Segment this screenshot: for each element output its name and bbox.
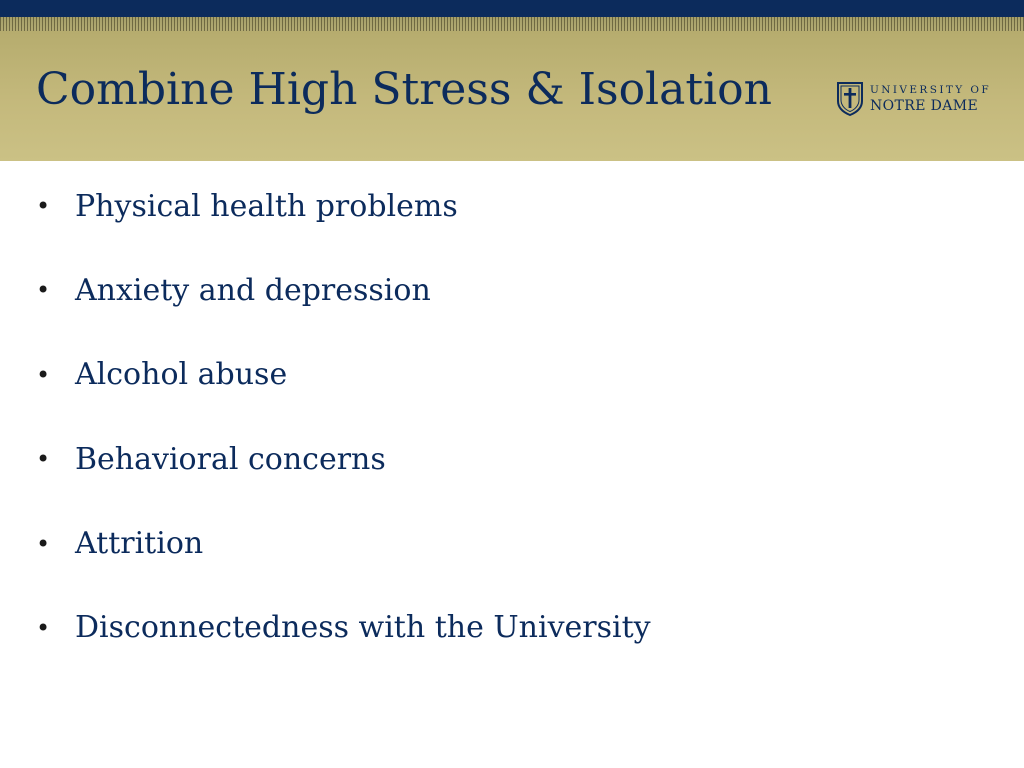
bullet-text: Alcohol abuse [75,357,288,393]
bullet-item [36,604,651,652]
top-navy-bar [0,0,1024,17]
university-logo [836,80,991,118]
bullet-item [36,351,651,399]
bullet-list [36,182,651,688]
bullet-text: Anxiety and depression [75,272,431,308]
bullet-text: Attrition [75,526,204,562]
bullet-icon: • [36,276,51,305]
bullet-text: Behavioral concerns [75,441,386,477]
logo-line-notre-dame: NOTRE DAME [870,97,979,114]
striped-band [0,17,1024,31]
bullet-item [36,182,651,230]
shield-cross-icon [836,81,864,117]
bullet-icon: • [36,360,51,389]
bullet-item [36,266,651,314]
logo-text [870,85,991,113]
bullet-text: Disconnectedness with the University [75,610,651,646]
bullet-icon: • [36,192,51,220]
slide-title: Combine High Stress & Isolation [36,64,772,115]
bullet-item [36,435,651,483]
bullet-icon: • [36,529,51,558]
logo-line-university-of: UNIVERSITY OF [870,84,992,97]
bullet-icon: • [36,445,51,474]
bullet-icon: • [36,613,51,642]
bullet-item [36,520,651,568]
bullet-text: Physical health problems [75,188,458,224]
